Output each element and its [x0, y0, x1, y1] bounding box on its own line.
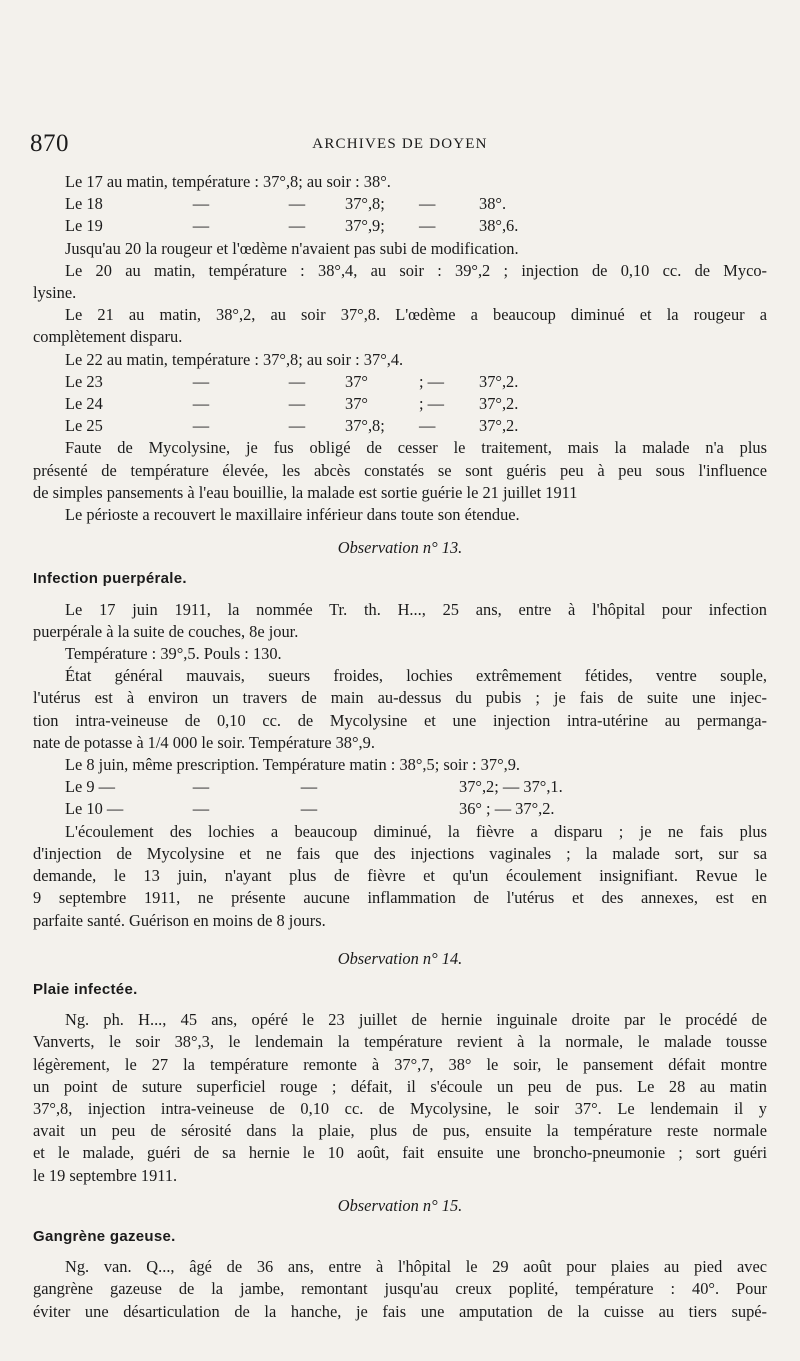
temp-values: 37°,2; — 37°,1. — [459, 777, 563, 797]
temp-label: Le 22 au matin, température — [65, 349, 251, 369]
ditto-mark: ; — — [419, 394, 445, 414]
temp-day: Le 25 — [65, 416, 103, 436]
temp-row — [33, 215, 767, 237]
observation-heading: Observation n° 14. — [337, 948, 463, 968]
text-line: Le périoste a recouvert le maxillaire inférieur dans toute son étendue. — [65, 505, 520, 525]
text-line: éviter une désarticulation de la hanche, je fais une amputation de la cuisse au tiers supé- — [33, 1301, 767, 1321]
temp-evening: 37°,2. — [479, 416, 519, 436]
text-line: État général mauvais, sueurs froides, lochies extrêmement fétides, ventre souple, — [65, 666, 767, 686]
ditto-mark: — — [192, 194, 210, 214]
ditto-mark: — — [192, 394, 210, 414]
text-line: Le 17 juin 1911, la nommée Tr. th. H..., 25 ans, entre à l'hôpital pour infection — [65, 599, 767, 619]
temp-day: Le 9 — — [65, 777, 116, 797]
text-line: Jusqu'au 20 la rougeur et l'œdème n'avaient pas subi de modification. — [65, 238, 519, 258]
temp-value: : 37°,8; — [254, 172, 303, 191]
ditto-mark: — — [192, 216, 210, 236]
text-line: parfaite santé. Guérison en moins de 8 jours. — [33, 910, 326, 930]
ditto-mark: — — [288, 216, 306, 236]
ditto-mark: — — [192, 799, 210, 819]
text-line: 9 septembre 1911, ne présente aucune inflammation de l'utérus et des annexes, est en — [33, 888, 767, 908]
temp-day: Le 23 — [65, 371, 103, 391]
temp-row — [33, 776, 767, 798]
ditto-mark: — — [419, 216, 436, 236]
text-line: tion intra-veineuse de 0,10 cc. de Mycolysine et une injection intra-utérine au permanga- — [33, 710, 767, 730]
temp-row — [33, 798, 767, 820]
section-heading: Infection puerpérale. — [33, 570, 187, 588]
observation-heading: Observation n° 13. — [337, 538, 463, 558]
ditto-mark: — — [300, 777, 318, 797]
text-line: Ng. van. Q..., âgé de 36 ans, entre à l'hôpital le 29 août pour plaies au pied avec — [65, 1257, 767, 1277]
temp-day: Le 10 — — [65, 799, 124, 819]
temp-label: Le 17 au matin, température — [65, 172, 251, 191]
temp-row — [33, 415, 767, 437]
text-line: d'injection de Mycolysine et ne fais que des injections vaginales ; la malade sort, sur sa — [33, 843, 767, 863]
temp-evening: au soir : 38°. — [306, 172, 391, 191]
page-header — [0, 130, 800, 164]
text-line: complètement disparu. — [33, 327, 183, 347]
ditto-mark: — — [300, 799, 318, 819]
page-number: 870 — [30, 130, 69, 157]
text-line: L'écoulement des lochies a beaucoup diminué, la fièvre a disparu ; je ne fais plus — [65, 821, 767, 841]
running-title: ARCHIVES DE DOYEN — [312, 136, 488, 152]
text-line: l'utérus est à environ un travers de main au-dessus du pubis ; je fais de suite une injec- — [33, 688, 767, 708]
ditto-mark: — — [192, 777, 210, 797]
text-line: Faute de Mycolysine, je fus obligé de cesser le traitement, mais la malade n'a plus — [65, 438, 767, 458]
temp-morning: 37° — [345, 394, 368, 414]
temp-row — [33, 393, 767, 415]
page-body — [33, 171, 767, 1323]
temp-day: Le 24 — [65, 394, 103, 414]
ditto-mark: — — [192, 416, 210, 436]
temp-day: Le 18 — [65, 194, 103, 214]
temp-morning: 37° — [345, 371, 368, 391]
text-line: légèrement, le 27 la température remonte à 37°,7, 38° le soir, le pansement défait montre — [33, 1054, 767, 1074]
text-line: un point de suture superficiel rouge ; défait, il s'écoule un peu de pus. Le 28 au matin — [33, 1076, 767, 1096]
ditto-mark: — — [419, 416, 436, 436]
temp-row — [33, 193, 767, 215]
temp-evening: 37°,2. — [479, 394, 519, 414]
temp-evening: au soir : 37°,4. — [306, 349, 404, 369]
ditto-mark: — — [288, 371, 306, 391]
text-line: demande, le 13 juin, n'ayant plus de fièvre et qu'un écoulement insignifiant. Revue le — [33, 866, 767, 886]
temp-evening: 38°,6. — [479, 216, 519, 236]
text-line: avait un peu de sérosité dans la plaie, plus de pus, ensuite la température reste normale — [33, 1121, 767, 1141]
text-line: Vanverts, le soir 38°,3, le lendemain la température revient à la normale, le malade tousse — [33, 1032, 767, 1052]
temp-values: 36° ; — 37°,2. — [459, 799, 555, 819]
observation-heading: Observation n° 15. — [337, 1195, 463, 1215]
text-line: 37°,8, injection intra-veineuse de 0,10 cc. de Mycolysine, le soir 37°. Le lendemain il y — [33, 1098, 767, 1118]
temp-evening: 38°. — [479, 194, 507, 214]
text-line: Ng. ph. H..., 45 ans, opéré le 23 juillet de hernie inguinale droite par le procédé de — [65, 1010, 767, 1030]
text-line: présenté de température élevée, les abcès constatés se sont guéris peu à peu sous l'influence — [33, 460, 767, 480]
temp-value: : 37°,8; — [254, 349, 303, 369]
temp-morning: 37°,8; — [345, 194, 385, 214]
temp-row — [33, 171, 767, 193]
temp-row — [33, 754, 767, 776]
ditto-mark: — — [288, 194, 306, 214]
ditto-mark: ; — — [419, 371, 445, 391]
text-line: Le 21 au matin, 38°,2, au soir 37°,8. L'œdème a beaucoup diminué et la rougeur a — [65, 305, 767, 325]
text-line: de simples pansements à l'eau bouillie, la malade est sortie guérie le 21 juillet 1911 — [33, 482, 578, 502]
ditto-mark: — — [192, 371, 210, 391]
text-line: puerpérale à la suite de couches, 8e jour. — [33, 621, 299, 641]
ditto-mark: — — [419, 194, 436, 214]
text-line: et le malade, guéri de sa hernie le 10 août, fait ensuite une broncho-pneumonie ; sort guéri — [33, 1143, 767, 1163]
temp-evening: 37°,2. — [479, 371, 519, 391]
text-line: lysine. — [33, 283, 77, 303]
temp-morning: 37°,8; — [345, 416, 385, 436]
temp-prescription: Le 8 juin, même prescription. Température matin : 38°,5; soir : 37°,9. — [65, 755, 521, 775]
text-line: le 19 septembre 1911. — [33, 1165, 178, 1185]
text-line: gangrène gazeuse de la jambe, remontant jusqu'au creux poplité, température : 40°. Pour — [33, 1279, 767, 1299]
ditto-mark: — — [288, 394, 306, 414]
text-line: nate de potasse à 1/4 000 le soir. Température 38°,9. — [33, 732, 375, 752]
text-line: Le 20 au matin, température : 38°,4, au soir : 39°,2 ; injection de 0,10 cc. de Myco- — [65, 260, 767, 280]
temp-day: Le 19 — [65, 216, 103, 236]
section-heading: Plaie infectée. — [33, 980, 138, 998]
ditto-mark: — — [288, 416, 306, 436]
temp-morning: 37°,9; — [345, 216, 385, 236]
temp-row — [33, 371, 767, 393]
section-heading: Gangrène gazeuse. — [33, 1227, 176, 1245]
text-line: Température : 39°,5. Pouls : 130. — [65, 644, 282, 664]
temp-row — [33, 349, 767, 371]
